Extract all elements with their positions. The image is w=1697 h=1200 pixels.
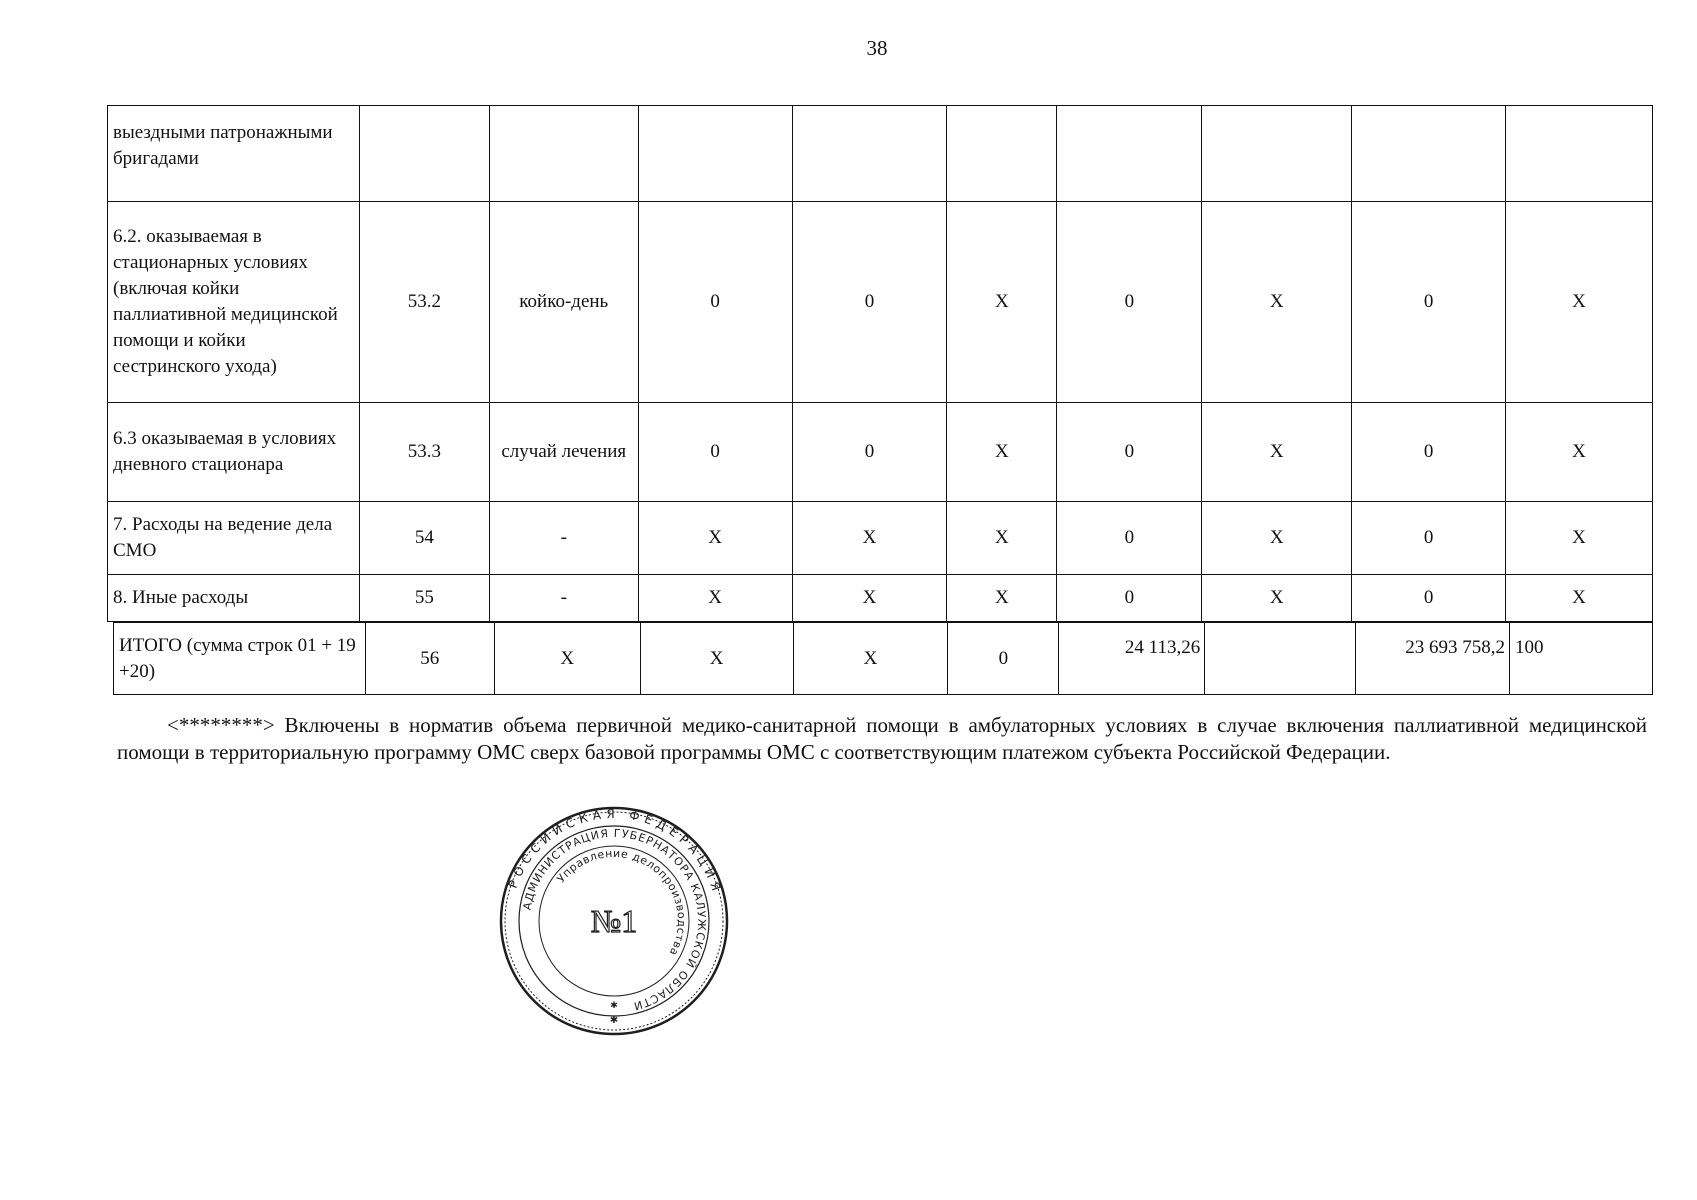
table-cell [1506,106,1653,202]
table-row [108,202,1653,403]
table-cell [359,106,489,202]
table-cell: 0 [638,403,792,502]
table-cell [792,106,947,202]
table-cell: X [494,623,640,695]
table-cell: 0 [792,403,947,502]
table-cell: X [792,502,947,575]
table-cell [1205,623,1356,695]
seal-star: ✱ [609,1015,619,1026]
footnote: <********> Включены в норматив объема первичной медико-санитарной помощи в амбулаторных условиях в случае включения паллиативной медицинской помощи в территориальную программу ОМС сверх базовой программы ОМС с соответствующим платежом субъекта Российской Федерации. [117,713,1647,764]
table-cell: - [489,502,638,575]
table-cell: 24 113,26 [1059,623,1205,695]
table-cell: X [1506,502,1653,575]
table-cell: X [947,403,1057,502]
table-cell [1352,106,1506,202]
table-row [108,502,1653,575]
table-cell [489,106,638,202]
seal-middle-text: АДМИНИСТРАЦИЯ ГУБЕРНАТОРА КАЛУЖСКОЙ ОБЛАСТИ [520,826,709,1013]
table-cell: 0 [1057,202,1202,403]
table-cell: X [1202,403,1352,502]
table-row [108,575,1653,622]
table-cell: 55 [359,575,489,622]
table-row [108,106,1653,202]
table-cell [1202,106,1352,202]
table-cell: 23 693 758,2 [1356,623,1510,695]
table-cell: X [1506,575,1653,622]
table-cell: X [638,575,792,622]
table-cell: 53.2 [359,202,489,403]
table-cell: X [947,502,1057,575]
table-cell [947,106,1057,202]
table-cell: 0 [1057,403,1202,502]
table-cell: 0 [1352,202,1506,403]
seal-inner-text: Управление делопроизводства [554,846,689,959]
table-cell: - [489,575,638,622]
row-name-cell: 6.3 оказываемая в условиях дневного стационара [108,403,360,502]
table-cell: X [947,202,1057,403]
table-cell: X [793,623,948,695]
row-name-cell: 8. Иные расходы [108,575,360,622]
budget-table [107,105,1653,622]
total-row [114,623,1653,695]
page-number: 38 [866,36,888,60]
table-cell [638,106,792,202]
seal-center-number: №1 [590,903,638,939]
table-cell [1057,106,1202,202]
table-cell: X [1202,502,1352,575]
table-cell: 56 [365,623,494,695]
table-cell: X [1506,403,1653,502]
table-cell: 0 [638,202,792,403]
official-seal [498,805,730,1037]
row-name-cell: 6.2. оказываемая в стационарных условиях (включая койки паллиативной медицинской помощи и койки сестринского ухода) [108,202,360,403]
table-cell: X [640,623,793,695]
table-cell: 0 [948,623,1059,695]
table-cell: 54 [359,502,489,575]
table-cell: X [638,502,792,575]
table-cell: 0 [1057,575,1202,622]
table-cell: 53.3 [359,403,489,502]
table-cell: X [1202,575,1352,622]
table-cell: 0 [1352,403,1506,502]
table-cell: 100 [1510,623,1653,695]
table-cell: 0 [1352,575,1506,622]
total-table [113,622,1653,695]
table-cell: X [947,575,1057,622]
table-cell: койко-день [489,202,638,403]
seal-outer-text: РОССИЙСКАЯ ФЕДЕРАЦИЯ [505,806,725,898]
table-cell: 0 [792,202,947,403]
row-name-cell: выездными патронажными бригадами [108,106,360,202]
table-cell: случай лечения [489,403,638,502]
table-cell: X [792,575,947,622]
table-cell: 0 [1057,502,1202,575]
table-cell: X [1506,202,1653,403]
row-name-cell: 7. Расходы на ведение дела СМО [108,502,360,575]
seal-star: ✱ [610,1001,618,1011]
table-cell: X [1202,202,1352,403]
table-row [108,403,1653,502]
row-name-cell: ИТОГО (сумма строк 01 + 19 +20) [114,623,366,695]
table-cell: 0 [1352,502,1506,575]
